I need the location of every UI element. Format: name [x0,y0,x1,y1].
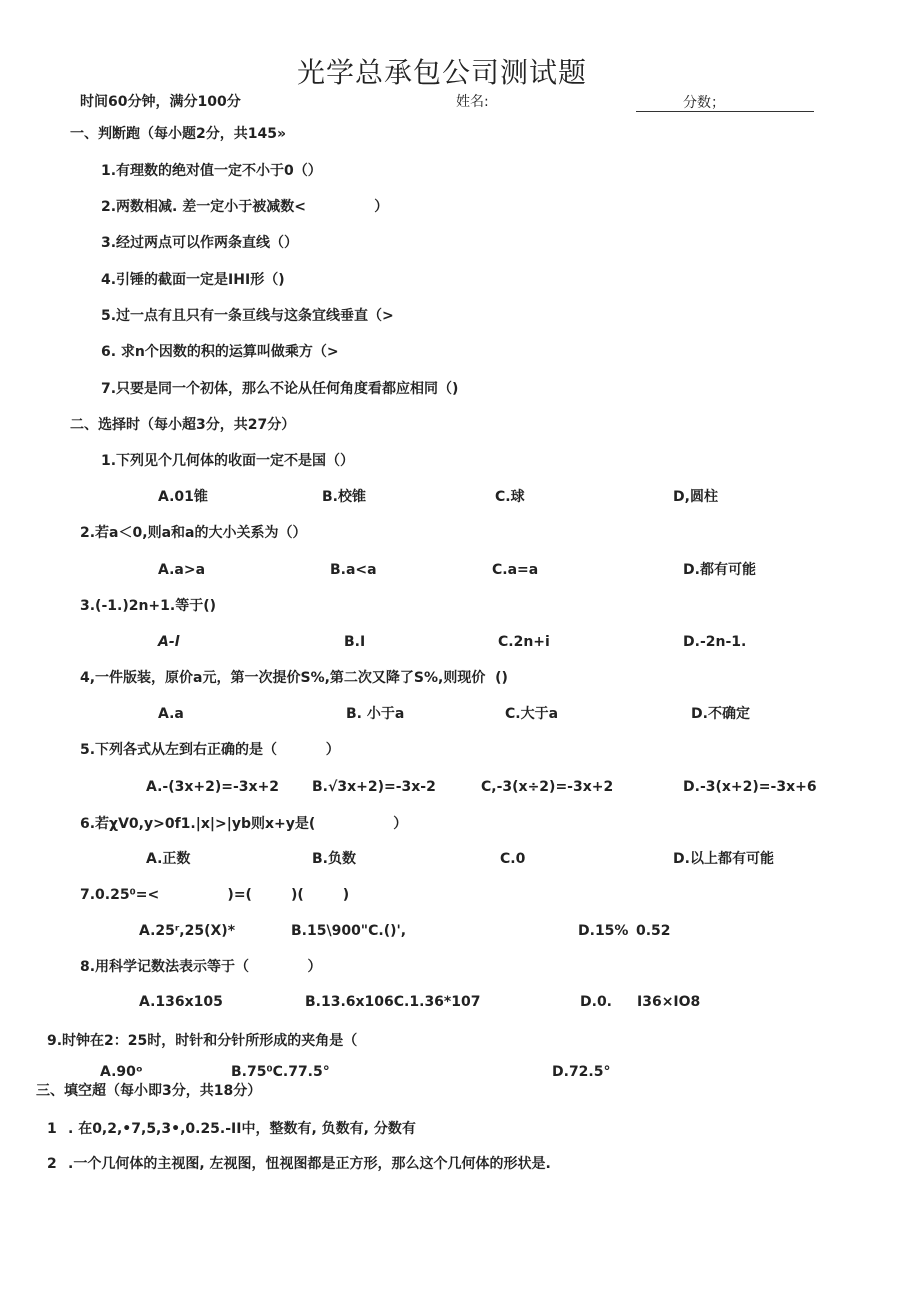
choice-option: A.a [158,706,184,722]
choice-option: B.√3x+2)=-3x-2 [312,779,436,795]
choice-option: B.校锥 [322,489,366,505]
judgement-item-3: 3.经过两点可以作两条直线（） [101,235,299,251]
choice-option: C,-3(x÷2)=-3x+2 [481,779,614,795]
judgement-item-5: 5.过一点有且只有一条亘线与这条宜线垂直（> [101,308,394,324]
name-label: 姓名: [456,94,489,110]
score-label: 分数； [683,95,725,111]
choice-option: D.15% [578,923,629,939]
choice-option: A.01锥 [158,489,208,505]
choice-option: C.大于a [505,706,559,722]
choice-option: A.25ʳ,25(X)* [139,923,236,939]
choice-question-7: 7.0.25⁰=< )=( )( ) [80,887,350,903]
choice-option: D.-3(x+2)=-3x+6 [683,779,817,795]
choice-option: B.I [344,634,366,650]
choice-option: C.球 [495,489,525,505]
choice-question-8: 8.用科学记数法表示等于（ ） [80,959,322,975]
choice-option: B.a<a [330,562,377,578]
choice-question-3: 3.(-1.)2n+1.等于() [80,598,217,614]
choice-question-9: 9.时钟在2：25时，时针和分针所形成的夹角是（ [47,1033,358,1049]
choice-question-5: 5.下列各式从左到右正确的是（ ） [80,742,340,758]
section-heading-judgement: 一、判断跑（每小题2分，共145» [70,126,287,142]
choice-option: B.负数 [312,851,356,867]
judgement-item-2: 2.两数相减. 差一定小于被减数< ） [101,199,389,215]
choice-option: A-l [158,634,180,650]
choice-option: B.75⁰C.77.5° [231,1064,330,1080]
judgement-item-7: 7.只要是同一个初体，那么不论从任何角度看都应相同（) [101,381,459,397]
score-underline [636,111,814,112]
choice-question-4: 4,一件版装，原价a元，第一次提价S%,第二次又降了S%,则现价 () [80,670,508,686]
section-heading-choice: 二、选择时（每小超3分，共27分） [70,417,296,433]
choice-option: C.2n+i [498,634,550,650]
choice-option: C.a=a [492,562,539,578]
choice-option: D.-2n-1. [683,634,747,650]
choice-option: 0.52 [636,923,671,939]
fill-item-1: . 在0,2,•7,5,3•,0.25.-II中，整数有, 负数有, 分数有 [68,1121,416,1137]
choice-option: D.不确定 [691,706,750,722]
time-info: 时间60分钟，满分100分 [80,94,241,110]
choice-option: D.72.5° [552,1064,611,1080]
fill-item-2: .一个几何体的主视图, 左视图，忸视图都是正方形，那么这个几何体的形状是. [68,1156,551,1172]
choice-question-2: 2.若a＜0,则a和a的大小关系为（） [80,525,307,541]
choice-option: D.以上都有可能 [673,851,774,867]
choice-option: B.15\900"C.()', [291,923,407,939]
choice-option: I36×IO8 [637,994,701,1010]
choice-option: A.136x105 [139,994,223,1010]
choice-option: B.13.6x106C.1.36*107 [305,994,481,1010]
fill-item-number: 2 [47,1156,57,1172]
choice-option: B. 小于a [346,706,405,722]
choice-option: A.a>a [158,562,206,578]
choice-option: D,圆柱 [673,489,718,505]
judgement-item-1: 1.有理数的绝对值一定不小于0（） [101,163,322,179]
page-title: 光学总承包公司测试题 [297,56,588,89]
judgement-item-4: 4.引锤的截面一定是IHI形（) [101,272,285,288]
choice-question-6: 6.若χV0,y>0f1.|x|>|yb则x+y是( ） [80,816,408,832]
choice-option: A.正数 [146,851,191,867]
fill-item-number: 1 [47,1121,57,1137]
choice-option: A.-(3x+2)=-3x+2 [146,779,280,795]
choice-option: A.90ᵒ [100,1064,143,1080]
choice-option: C.0 [500,851,526,867]
judgement-item-6: 6. 求n个因数的积的运算叫做乘方（> [101,344,339,360]
choice-option: D.都有可能 [683,562,756,578]
choice-question-1: 1.下列见个几何体的收面一定不是国（） [101,453,355,469]
section-heading-fill: 三、填空超（每小即3分，共18分） [36,1083,262,1099]
choice-option: D.0. [580,994,612,1010]
